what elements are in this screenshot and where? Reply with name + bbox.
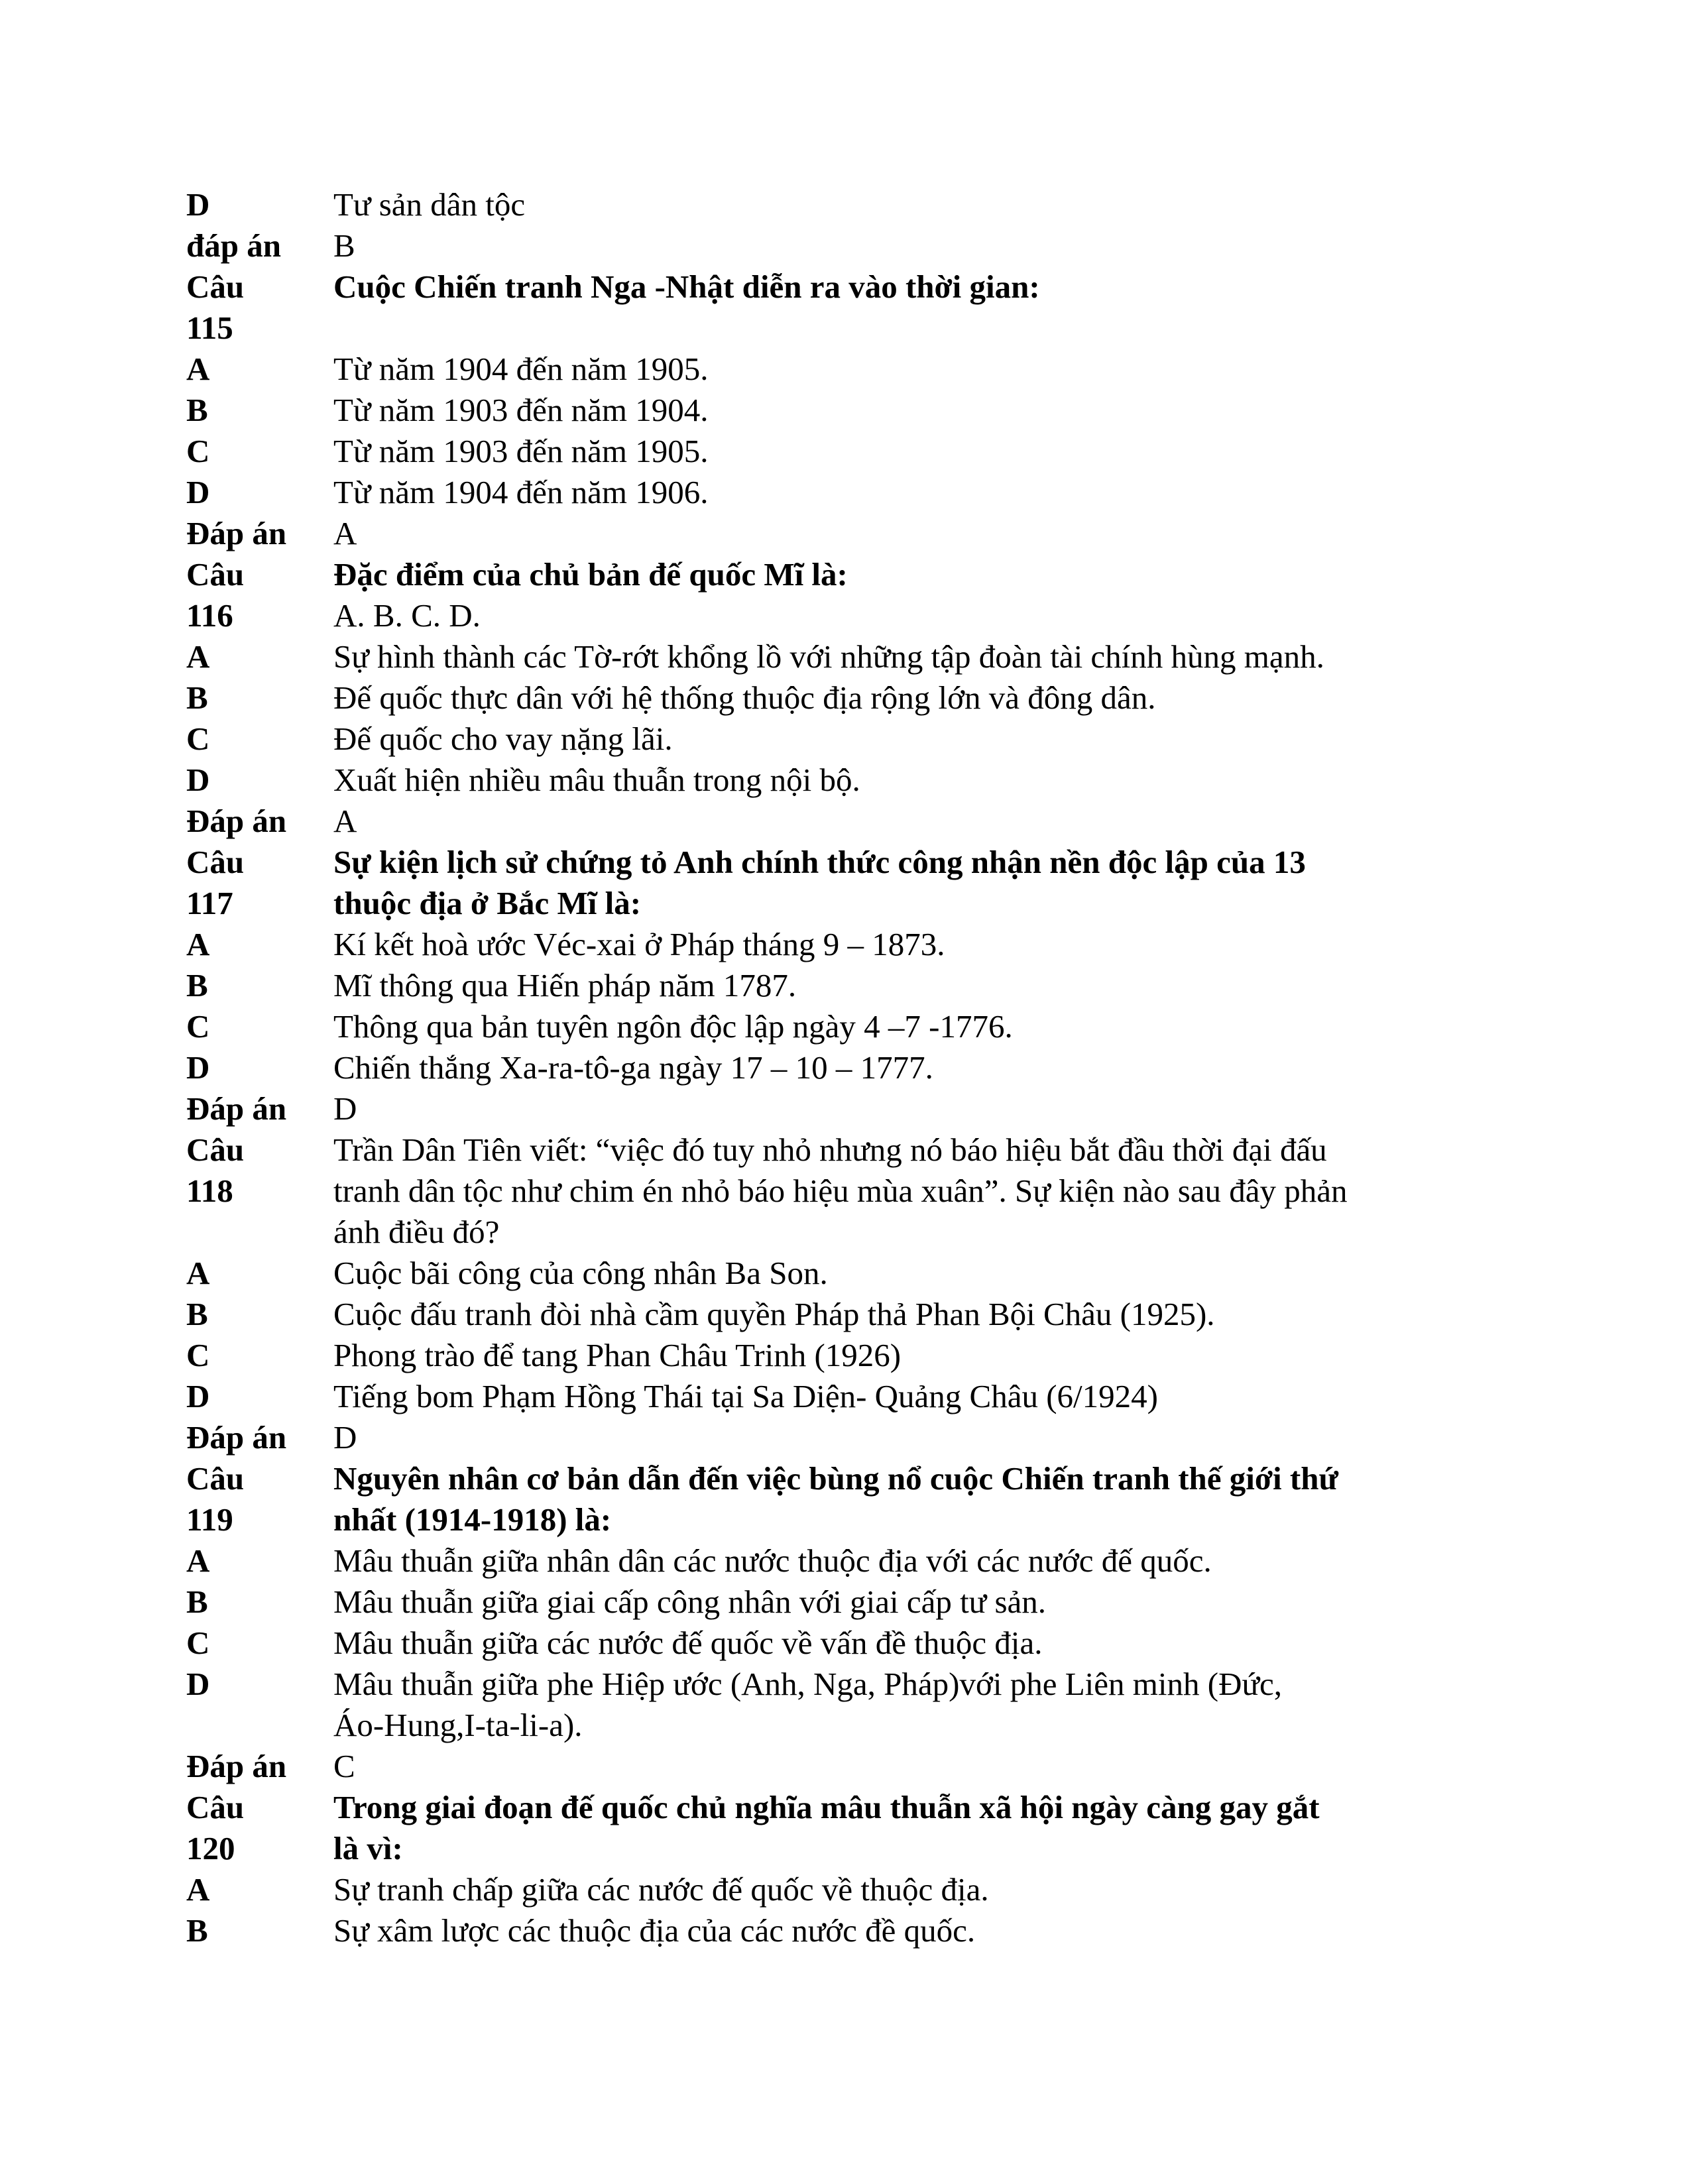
document-page bbox=[186, 184, 1486, 1951]
document-row bbox=[186, 883, 1486, 924]
document-row bbox=[186, 1910, 1486, 1951]
row-label: Đáp án bbox=[186, 1419, 287, 1456]
row-text: Từ năm 1904 đến năm 1905. bbox=[333, 351, 709, 387]
document-row bbox=[186, 184, 1486, 225]
document-row bbox=[186, 636, 1486, 677]
document-row bbox=[186, 1499, 1486, 1540]
row-text: Sự hình thành các Tờ-rớt khổng lồ với những tập đoàn tài chính hùng mạnh. bbox=[333, 638, 1324, 675]
row-label: B bbox=[186, 679, 208, 716]
row-text: A bbox=[333, 803, 357, 839]
row-label: A bbox=[186, 926, 210, 962]
row-text: Mĩ thông qua Hiến pháp năm 1787. bbox=[333, 967, 797, 1004]
row-label: B bbox=[186, 1296, 208, 1332]
document-row bbox=[186, 1581, 1486, 1623]
row-label: C bbox=[186, 1625, 210, 1661]
row-label: Đáp án bbox=[186, 1090, 287, 1127]
row-text: Cuộc Chiến tranh Nga -Nhật diễn ra vào thời gian: bbox=[333, 268, 1040, 305]
row-label: A bbox=[186, 1871, 210, 1908]
document-row bbox=[186, 349, 1486, 390]
document-row bbox=[186, 1006, 1486, 1047]
row-label: A bbox=[186, 1255, 210, 1291]
row-label: D bbox=[186, 474, 210, 510]
row-label: Câu bbox=[186, 1460, 245, 1497]
row-text: Phong trào để tang Phan Châu Trinh (1926) bbox=[333, 1337, 902, 1373]
row-label: B bbox=[186, 967, 208, 1004]
document-row bbox=[186, 1088, 1486, 1129]
row-text: là vì: bbox=[333, 1830, 403, 1867]
document-row bbox=[186, 431, 1486, 472]
row-label: B bbox=[186, 1583, 208, 1620]
document-row bbox=[186, 1212, 1486, 1253]
row-text: Mâu thuẫn giữa phe Hiệp ước (Anh, Nga, Pháp)với phe Liên minh (Đức, bbox=[333, 1666, 1283, 1702]
row-text: Cuộc bãi công của công nhân Ba Son. bbox=[333, 1255, 828, 1291]
row-label: C bbox=[186, 1337, 210, 1373]
row-label: D bbox=[186, 186, 210, 223]
document-row bbox=[186, 1787, 1486, 1828]
row-label: Câu bbox=[186, 1789, 245, 1825]
row-text: Chiến thắng Xa-ra-tô-ga ngày 17 – 10 – 1777. bbox=[333, 1049, 933, 1086]
document-row bbox=[186, 1458, 1486, 1499]
row-label: D bbox=[186, 1666, 210, 1702]
document-row bbox=[186, 1335, 1486, 1376]
document-row bbox=[186, 801, 1486, 842]
document-row bbox=[186, 1664, 1486, 1705]
document-row bbox=[186, 924, 1486, 965]
row-text: Cuộc đấu tranh đòi nhà cầm quyền Pháp thả Phan Bội Châu (1925). bbox=[333, 1296, 1215, 1332]
row-text: Thông qua bản tuyên ngôn độc lập ngày 4 –7 -1776. bbox=[333, 1008, 1013, 1045]
row-text: Mâu thuẫn giữa giai cấp công nhân với giai cấp tư sản. bbox=[333, 1583, 1047, 1620]
document-row bbox=[186, 965, 1486, 1006]
row-text: Đế quốc cho vay nặng lãi. bbox=[333, 720, 673, 757]
row-label: Đáp án bbox=[186, 803, 287, 839]
row-label: D bbox=[186, 1378, 210, 1414]
row-text: Tiếng bom Phạm Hồng Thái tại Sa Diện- Quảng Châu (6/1924) bbox=[333, 1378, 1158, 1414]
row-label: Đáp án bbox=[186, 1748, 287, 1784]
row-text: Đặc điểm của chủ bản đế quốc Mĩ là: bbox=[333, 556, 848, 593]
document-row bbox=[186, 1828, 1486, 1869]
row-text: Nguyên nhân cơ bản dẫn đến việc bùng nổ cuộc Chiến tranh thế giới thứ bbox=[333, 1460, 1338, 1497]
document-row bbox=[186, 1417, 1486, 1458]
row-text: D bbox=[333, 1090, 357, 1127]
row-text: tranh dân tộc như chim én nhỏ báo hiệu mùa xuân”. Sự kiện nào sau đây phản bbox=[333, 1173, 1348, 1209]
row-text: A bbox=[333, 515, 357, 551]
row-label: 115 bbox=[186, 310, 233, 346]
row-label: Câu bbox=[186, 556, 245, 593]
document-row bbox=[186, 1047, 1486, 1088]
document-row bbox=[186, 1746, 1486, 1787]
document-row bbox=[186, 718, 1486, 760]
document-row bbox=[186, 513, 1486, 554]
row-label: 116 bbox=[186, 597, 233, 634]
row-label: 119 bbox=[186, 1501, 233, 1538]
row-text: Từ năm 1904 đến năm 1906. bbox=[333, 474, 709, 510]
row-text: Trong giai đoạn đế quốc chủ nghĩa mâu thuẫn xã hội ngày càng gay gắt bbox=[333, 1789, 1320, 1825]
document-row bbox=[186, 1705, 1486, 1746]
row-label: Câu bbox=[186, 844, 245, 880]
document-row bbox=[186, 1540, 1486, 1581]
document-row bbox=[186, 472, 1486, 513]
document-row bbox=[186, 1869, 1486, 1910]
document-row bbox=[186, 595, 1486, 636]
document-row bbox=[186, 1129, 1486, 1171]
row-text: Mâu thuẫn giữa các nước đế quốc về vấn đề thuộc địa. bbox=[333, 1625, 1043, 1661]
row-text: Mâu thuẫn giữa nhân dân các nước thuộc địa với các nước đế quốc. bbox=[333, 1542, 1212, 1579]
row-label: Câu bbox=[186, 268, 245, 305]
row-label: C bbox=[186, 433, 210, 469]
row-label: D bbox=[186, 1049, 210, 1086]
row-label: D bbox=[186, 762, 210, 798]
row-label: 120 bbox=[186, 1830, 235, 1867]
row-text: D bbox=[333, 1419, 357, 1456]
row-label: A bbox=[186, 351, 210, 387]
row-label: 118 bbox=[186, 1173, 233, 1209]
row-label: Câu bbox=[186, 1131, 245, 1168]
row-label: B bbox=[186, 392, 208, 428]
row-label: Đáp án bbox=[186, 515, 287, 551]
document-row bbox=[186, 554, 1486, 595]
row-text: A. B. C. D. bbox=[333, 597, 481, 634]
row-label: C bbox=[186, 1008, 210, 1045]
row-text: thuộc địa ở Bắc Mĩ là: bbox=[333, 885, 642, 921]
row-text: Trần Dân Tiên viết: “việc đó tuy nhỏ nhưng nó báo hiệu bắt đầu thời đại đấu bbox=[333, 1131, 1327, 1168]
row-label: đáp án bbox=[186, 227, 282, 264]
row-text: Sự xâm lược các thuộc địa của các nước đề quốc. bbox=[333, 1912, 976, 1949]
row-text: Từ năm 1903 đến năm 1904. bbox=[333, 392, 709, 428]
row-text: Sự tranh chấp giữa các nước đế quốc về thuộc địa. bbox=[333, 1871, 989, 1908]
document-row bbox=[186, 1623, 1486, 1664]
row-text: Áo-Hung,I-ta-li-a). bbox=[333, 1707, 583, 1743]
row-text: Sự kiện lịch sử chứng tỏ Anh chính thức công nhận nền độc lập của 13 bbox=[333, 844, 1306, 880]
document-row bbox=[186, 760, 1486, 801]
row-text: Từ năm 1903 đến năm 1905. bbox=[333, 433, 709, 469]
row-text: B bbox=[333, 227, 355, 264]
document-row bbox=[186, 842, 1486, 883]
row-label: A bbox=[186, 1542, 210, 1579]
row-text: Tư sản dân tộc bbox=[333, 186, 526, 223]
row-label: A bbox=[186, 638, 210, 675]
document-row bbox=[186, 390, 1486, 431]
row-text: nhất (1914-1918) là: bbox=[333, 1501, 612, 1538]
row-label: C bbox=[186, 720, 210, 757]
document-row bbox=[186, 225, 1486, 266]
row-text: ánh điều đó? bbox=[333, 1214, 500, 1250]
document-row bbox=[186, 308, 1486, 349]
document-row bbox=[186, 1253, 1486, 1294]
row-text: Kí kết hoà ước Véc-xai ở Pháp tháng 9 – 1873. bbox=[333, 926, 945, 962]
document-row bbox=[186, 1376, 1486, 1417]
document-row bbox=[186, 1171, 1486, 1212]
row-label: 117 bbox=[186, 885, 233, 921]
document-row bbox=[186, 266, 1486, 308]
document-row bbox=[186, 1294, 1486, 1335]
document-row bbox=[186, 677, 1486, 718]
row-label: B bbox=[186, 1912, 208, 1949]
row-text: C bbox=[333, 1748, 355, 1784]
row-text: Xuất hiện nhiều mâu thuẫn trong nội bộ. bbox=[333, 762, 860, 798]
row-text: Đế quốc thực dân với hệ thống thuộc địa rộng lớn và đông dân. bbox=[333, 679, 1156, 716]
